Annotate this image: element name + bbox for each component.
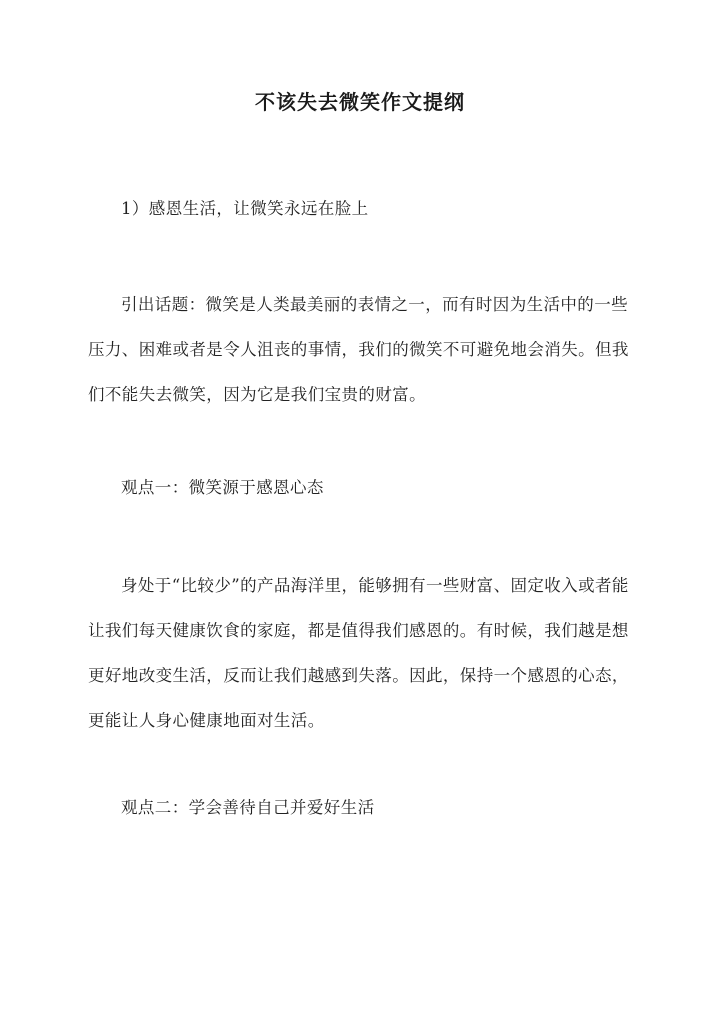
point-one-heading: 观点一：微笑源于感恩心态 <box>121 478 324 497</box>
document-title: 不该失去微笑作文提纲 <box>255 90 465 114</box>
point-one-paragraph: 身处于“比较少”的产品海洋里，能够拥有一些财富、固定收入或者能让我们每天健康饮食的家庭，都是值得我们感恩的。有时候，我们越是想更好地改变生活，反而让我们越感到失落。因此，保持一个感恩的心态，更能让人身心健康地面对生活。 <box>88 576 629 730</box>
point-two-heading: 观点二：学会善待自己并爱好生活 <box>121 798 375 817</box>
intro-paragraph: 引出话题：微笑是人类最美丽的表情之一，而有时因为生活中的一些压力、困难或者是令人沮丧的事情，我们的微笑不可避免地会消失。但我们不能失去微笑，因为它是我们宝贵的财富。 <box>88 295 629 404</box>
section-heading-1: 1）感恩生活，让微笑永远在脸上 <box>121 199 369 218</box>
